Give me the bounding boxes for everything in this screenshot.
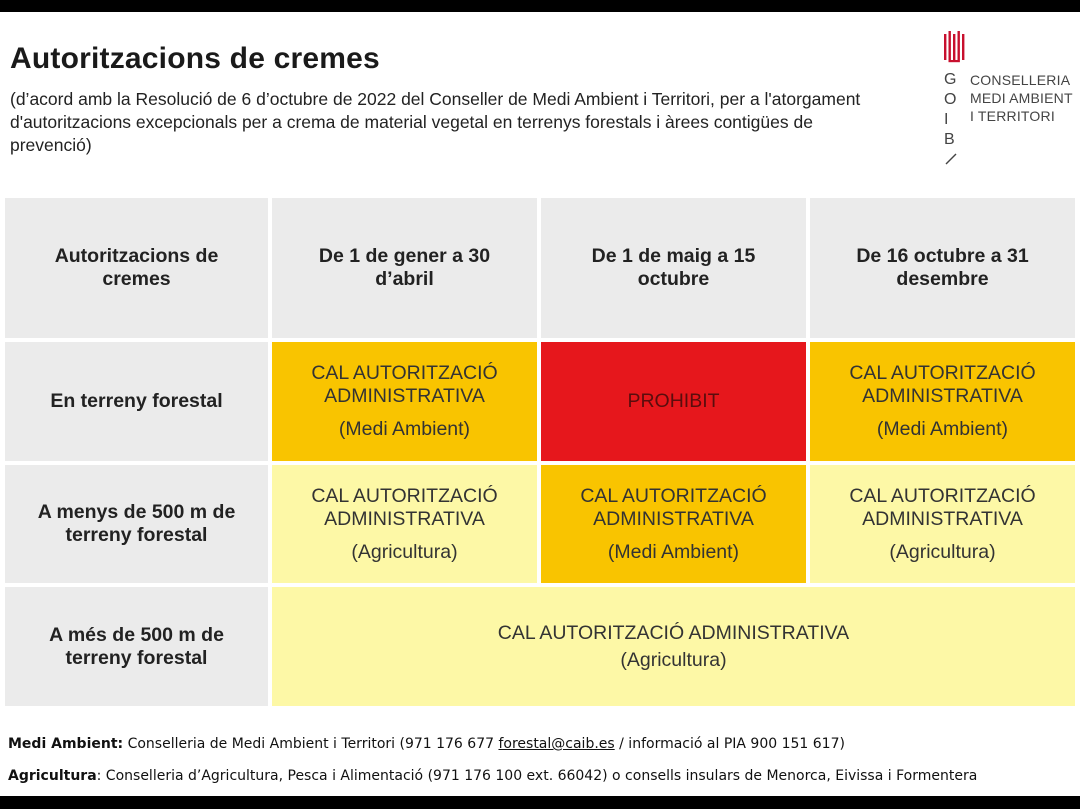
table-cell-prohibited: PROHIBIT (541, 342, 806, 461)
footer-agri-text: : Conselleria d’Agricultura, Pesca i Alimentació (971 176 100 ext. 66042) o consells insulars de Menorca, Eivissa i Formentera (96, 768, 978, 784)
footer-medi-tail: / informació al PIA 900 151 617) (619, 736, 845, 752)
email-link[interactable]: forestal@caib.es (498, 736, 615, 752)
table-cell: CAL AUTORITZACIÓ ADMINISTRATIVA (Agricultura) (810, 465, 1075, 583)
table-cell: CAL AUTORITZACIÓ ADMINISTRATIVA (Medi Ambient) (541, 465, 806, 583)
footer-medi-text: Conselleria de Medi Ambient i Territori (971 176 677 (127, 736, 495, 752)
footer-agricultura (8, 768, 977, 784)
table-cell: CAL AUTORITZACIÓ ADMINISTRATIVA (Agricultura) (272, 465, 537, 583)
table-corner-header: Autoritzacions de cremes (5, 198, 268, 338)
coat-of-arms-icon (943, 30, 967, 64)
footer-agri-label: Agricultura (8, 768, 97, 784)
row-header: A més de 500 m de terreny forestal (5, 587, 268, 706)
column-header: De 16 octubre a 31 desembre (810, 198, 1075, 338)
document-page (0, 12, 1080, 796)
footer-medi-label: Medi Ambient: (8, 736, 124, 752)
column-header: De 1 de maig a 15 octubre (541, 198, 806, 338)
table-cell: CAL AUTORITZACIÓ ADMINISTRATIVA (Medi Ambient) (272, 342, 537, 461)
table-cell-merged: CAL AUTORITZACIÓ ADMINISTRATIVA (Agricultura) (272, 587, 1075, 706)
page-title: Autoritzacions de cremes (10, 42, 380, 75)
logo-text: CONSELLERIA MEDI AMBIENT I TERRITORI (970, 72, 1073, 124)
table-cell: CAL AUTORITZACIÓ ADMINISTRATIVA (Medi Ambient) (810, 342, 1075, 461)
row-header: En terreny forestal (5, 342, 268, 461)
logo-letters: G O I B (944, 71, 957, 148)
column-header: De 1 de gener a 30 d’abril (272, 198, 537, 338)
authorization-table (5, 198, 1075, 709)
goib-logo (940, 28, 1080, 178)
row-header: A menys de 500 m de terreny forestal (5, 465, 268, 583)
logo-slash-icon (944, 150, 958, 166)
page-subtitle: (d’acord amb la Resolució de 6 d’octubre de 2022 del Conseller de Medi Ambient i Territori, per a l'atorgament d'autoritzacions excepcionals per a crema de material vegetal en terrenys forestals i àrees contigües de prevenció) (10, 89, 861, 155)
footer-medi-ambient (8, 736, 845, 752)
